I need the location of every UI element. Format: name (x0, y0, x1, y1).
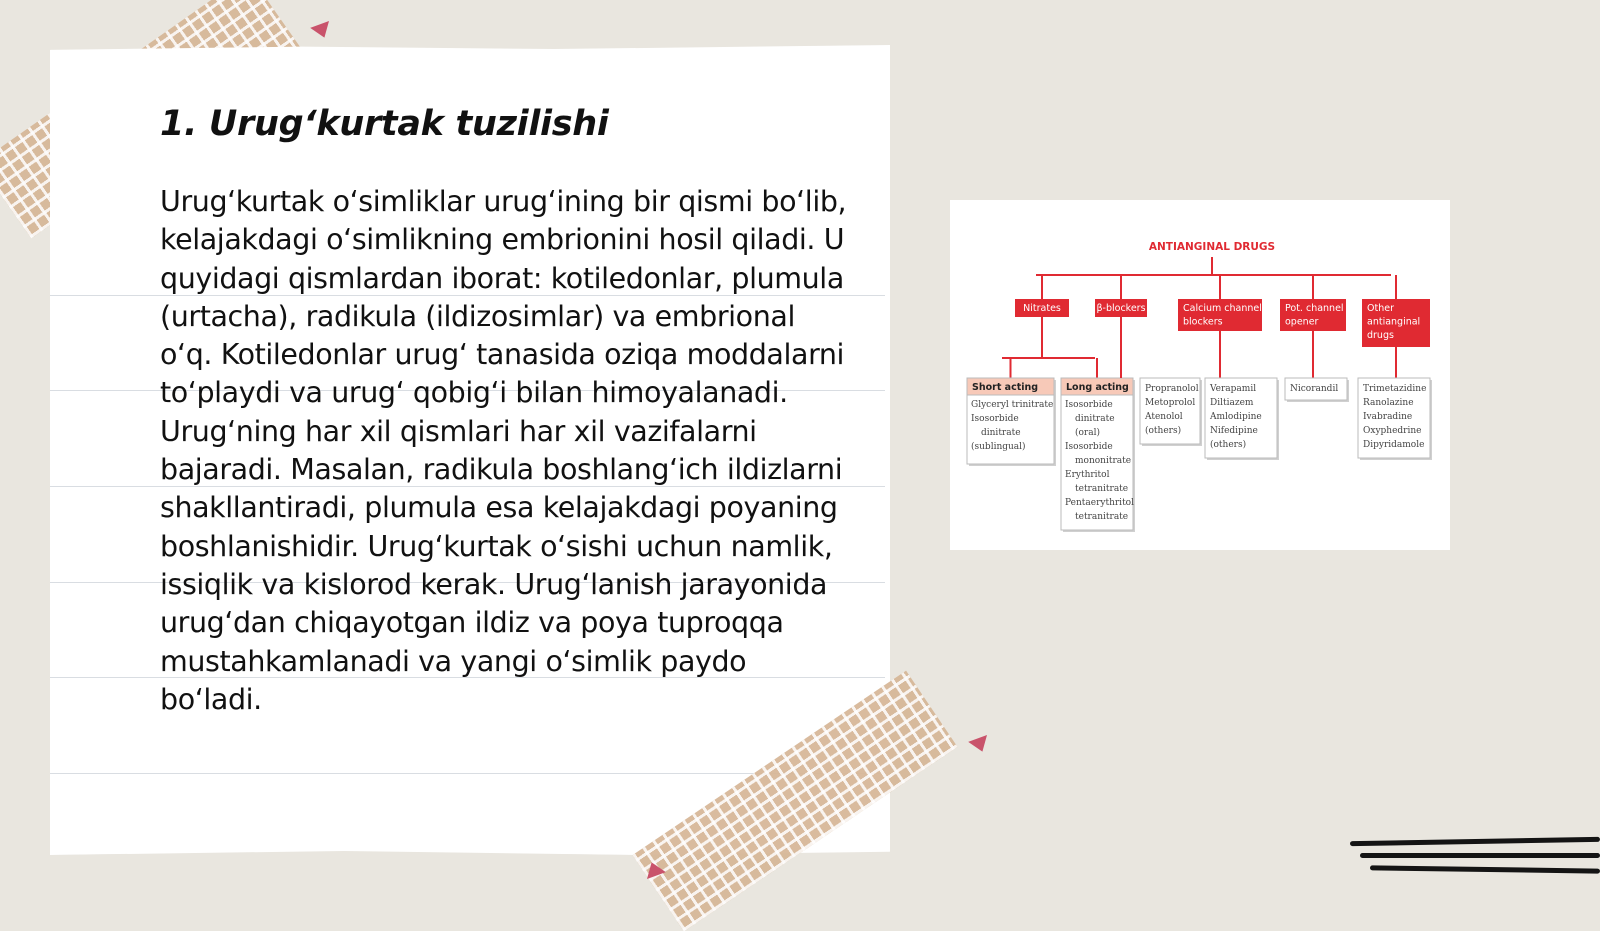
antianginal-drugs-diagram (950, 200, 1450, 550)
drug-name: Nicorandil (1290, 384, 1339, 394)
category-label: Other (1367, 303, 1394, 314)
drug-name: Isosorbide (971, 414, 1019, 424)
drug-name: mononitrate (1075, 456, 1132, 466)
drug-name: Isosorbide (1065, 400, 1113, 410)
drug-name: Propranolol (1145, 384, 1199, 394)
tape-corner-decoration (310, 21, 334, 41)
drug-name: Dipyridamole (1363, 440, 1425, 450)
drug-name: dinitrate (1075, 414, 1115, 424)
drug-name: Trimetazidine (1363, 384, 1427, 394)
drug-name: Nifedipine (1210, 426, 1258, 436)
tape-corner-decoration (968, 735, 992, 755)
drug-name: Erythritol (1065, 470, 1110, 480)
drug-name: Oxyphedrine (1363, 426, 1422, 436)
category-label: blockers (1183, 316, 1223, 328)
category-label: Nitrates (1023, 303, 1061, 314)
drug-name: Pentaerythritol (1065, 498, 1134, 508)
drug-name: Ranolazine (1363, 398, 1414, 408)
drug-name: Verapamil (1210, 384, 1257, 394)
brush-stroke (1370, 865, 1600, 873)
category-label: β-blockers (1096, 303, 1146, 314)
drug-name: Amlodipine (1210, 412, 1262, 422)
category-label: Pot. channel (1285, 303, 1344, 314)
drug-name: Metoprolol (1145, 398, 1196, 408)
drug-name: Diltiazem (1210, 398, 1254, 408)
category-label: opener (1285, 316, 1319, 328)
slide-title: 1. Urug‘kurtak tuzilishi (160, 104, 609, 144)
drug-name: Isosorbide (1065, 442, 1113, 452)
subgroup-label: Long acting (1066, 382, 1129, 393)
drug-name: (others) (1210, 440, 1247, 450)
drug-name: Atenolol (1145, 412, 1183, 422)
drug-name: (oral) (1075, 428, 1100, 438)
slide-body-text: Urug‘kurtak o‘simliklar urug‘ining bir qismi bo‘lib, kelajakdagi o‘simlikning embrionini hosil qiladi. U quyidagi qismlardan iborat: kotiledonlar, plumula (urtacha), radikula (ildizosimlar) va embrional o‘q. Kotiledonlar urug‘ tanasida oziqa moddalarni to‘playdi va urug‘ qobig‘i bilan himoyalanadi. Urug‘ning har xil qismlari har xil vazifalarni bajaradi. Masalan, radikula boshlang‘ich ildizlarni shakllantiradi, plumula esa kelajakdagi poyaning boshlanishidir. Urug‘kurtak o‘sishi uchun namlik, issiqlik va kislorod kerak. Urug‘lanish jarayonida urug‘dan chiqayotgan ildiz va poya tuproqqa mustahkamlanadi va yangi o‘simlik paydo bo‘ladi. (160, 185, 847, 716)
category-label: drugs (1367, 330, 1394, 341)
diagram-canvas (950, 200, 1450, 550)
drug-name: tetranitrate (1075, 512, 1129, 522)
drug-name: Glyceryl trinitrate (971, 400, 1054, 410)
drug-name: Ivabradine (1363, 412, 1413, 422)
drug-name: dinitrate (981, 428, 1021, 438)
drug-name: (others) (1145, 426, 1182, 436)
drug-name: (sublingual) (971, 442, 1026, 452)
category-label: Calcium channel (1183, 303, 1262, 314)
brush-stroke (1360, 853, 1600, 858)
subgroup-label: Short acting (972, 382, 1039, 393)
drug-name: tetranitrate (1075, 484, 1129, 494)
brush-stroke (1350, 837, 1600, 846)
category-label: antianginal (1367, 316, 1421, 328)
diagram-root-label: ANTIANGINAL DRUGS (1148, 241, 1276, 253)
